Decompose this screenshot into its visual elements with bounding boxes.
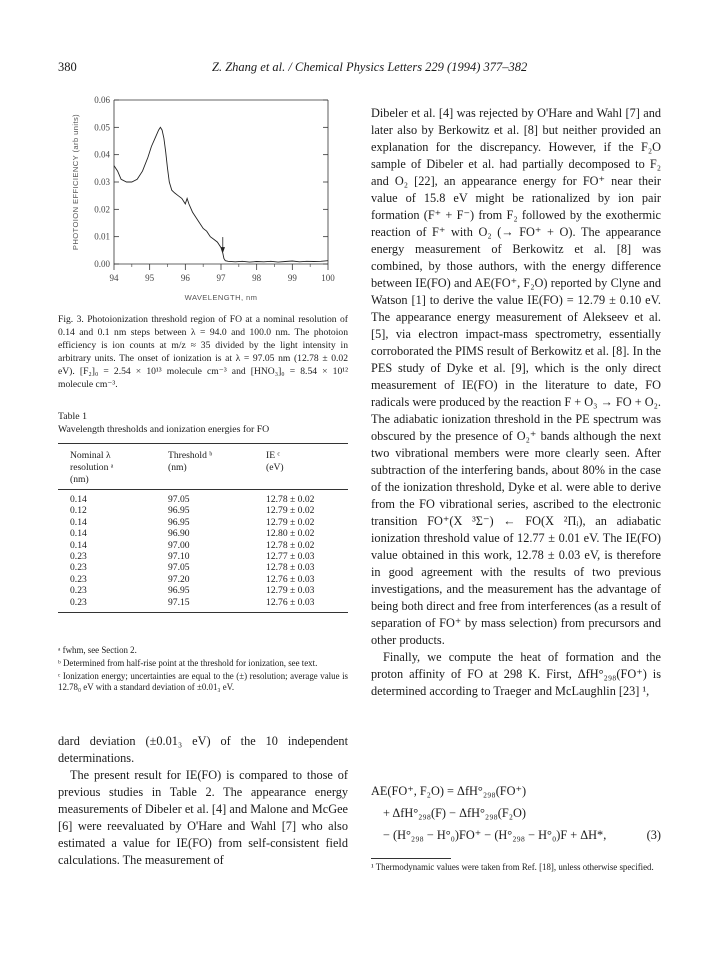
table-cell: 12.80 ± 0.02 — [266, 528, 315, 540]
paragraph: Dibeler et al. [4] was rejected by O'Hare and Wahl [7] and later also by Berkowitz et al. [8] but neither provided an explanation for the discrepancy. However, if the F₂O sample of Dibeler et al. had partially decomposed to F₂ and O₂ [22], an appearance energy for FO⁺ near their value of 15.8 eV might be rationalized by ion pair formation (F⁺ + F⁻) from F₂ followed by the exothermic reaction of F⁺ with O₂ (→ FO⁺ + O). The appearance energy measurement of Berkowitz et al. [8] was combined, by those authors, with the energy difference between IE(FO) and AE(FO⁺, F₂O) reported by Clyne and Watson [1] to derive the value IE(FO) = 12.79 ± 0.10 eV. The appearance energy measurement of Alekseev et al. [5], via electron impact-mass spectrometry, essentially corroborated the PIMS result of Berkowitz et al. [8]. In the PES study of Dyke et al. [9], which is the only direct measurement of IE(FO) in the literature to date, FO radicals were produced by the reaction F + O₃ → FO + O₂. The adiabatic ionization threshold in the PE spectrum was obscured by the presence of O₂⁺ bands although the next two vibrational members were more clearly seen. After subtraction of the interfering bands, about 80% in the case of the ionization threshold, Dyke et al. were able to derive from the FO vibrational series, ascribed to the electronic transition FO⁺(X ³Σ⁻) ← FO(X ²Πᵢ), an adiabatic ionization threshold value of 12.77 ± 0.01 eV. The IE(FO) value obtained in this work, 12.78 ± 0.03 eV, is therefore in good agreement with the results of two previous investigations, and the measurement has the advantage of being both direct and free from interferences (as a result of separation of FO⁺ by mass selection) from precursors and other products. — [371, 106, 661, 647]
col-header-resolution — [58, 444, 168, 490]
y-axis-label: PHOTOION EFFICIENCY (arb units) — [71, 113, 80, 251]
table-cell: 12.78 ± 0.02 — [266, 539, 315, 551]
x-tick-label: 94 — [109, 273, 119, 283]
table-cell: 0.14 — [70, 539, 87, 551]
table-cell: 0.23 — [70, 562, 87, 574]
table-note-b: ᵇ Determined from half-rise point at the threshold for ionization, see text. — [58, 657, 318, 668]
paragraph: dard deviation (±0.01₃ eV) of the 10 independent determinations. — [58, 734, 348, 765]
table-note-c: ᶜ Ionization energy; uncertainties are equal to the (±) resolution; average value is 12.78₀ eV with a standard deviation of ±0.01₃ eV. — [58, 670, 348, 693]
table-cell: 0.23 — [70, 551, 87, 563]
table-cell: 12.76 ± 0.03 — [266, 573, 315, 585]
y-tick-label: 0.04 — [94, 149, 110, 160]
header-line: (nm) — [70, 474, 89, 485]
table-1 — [58, 410, 348, 613]
table-note-a: ᵃ fwhm, see Section 2. — [58, 645, 137, 655]
y-tick-label: 0.02 — [94, 204, 110, 215]
x-axis-label: WAVELENGTH, nm — [184, 293, 258, 302]
equation-line: AE(FO⁺, F₂O) = ΔfH°₂₉₈(FO⁺) — [371, 784, 527, 798]
table-cell: 12.79 ± 0.02 — [266, 516, 315, 528]
table-cell: 0.23 — [70, 585, 87, 597]
table-cell: 97.20 — [168, 573, 190, 585]
y-tick-label: 0.00 — [94, 259, 110, 269]
table-cell: 96.95 — [168, 585, 190, 597]
chart-series — [114, 127, 328, 262]
table-cell: 97.10 — [168, 551, 190, 563]
footnote-rule — [371, 858, 451, 859]
chart-svg — [58, 92, 348, 307]
table-cell: 97.05 — [168, 490, 266, 506]
table-row — [58, 551, 348, 562]
left-column-body — [58, 733, 348, 869]
x-tick-label: 95 — [145, 273, 155, 283]
x-tick-label: 96 — [180, 273, 190, 283]
page-number: 380 — [58, 60, 77, 74]
footnote: ¹ Thermodynamic values were taken from Ref. [18], unless otherwise specified. — [371, 862, 654, 872]
table-cell: 97.05 — [168, 562, 190, 574]
table-cell: 0.12 — [70, 505, 87, 517]
chart-ticks — [94, 95, 335, 283]
table-cell: 12.78 ± 0.03 — [266, 562, 315, 574]
table-row — [58, 528, 348, 539]
x-tick-label: 98 — [252, 273, 262, 283]
x-tick-label: 99 — [287, 273, 297, 283]
table-row — [58, 490, 348, 506]
table-row — [58, 517, 348, 528]
running-head: Z. Zhang et al. / Chemical Physics Letters 229 (1994) 377–382 — [212, 60, 528, 74]
table-cell: 0.14 — [70, 528, 87, 540]
table-row — [58, 585, 348, 596]
equation-number: (3) — [646, 828, 661, 842]
data-line — [114, 127, 328, 262]
table-title: Table 1 — [58, 411, 87, 422]
y-tick-label: 0.06 — [94, 95, 110, 105]
col-header-threshold — [168, 444, 266, 490]
chart-frame — [114, 100, 328, 264]
paragraph: Finally, we compute the heat of formation and the proton affinity of FO at 298 K. First, ΔfH°₂₉₈(FO⁺) is determined according to Traeger and McLaughlin [23] ¹, — [371, 650, 661, 698]
table-body — [58, 490, 348, 613]
table-row — [58, 562, 348, 573]
y-tick-label: 0.05 — [94, 122, 110, 133]
header-line: IE ᶜ — [266, 450, 280, 461]
figure-3-chart — [58, 92, 348, 307]
x-tick-label: 100 — [321, 273, 335, 283]
header-line: Threshold ᵇ — [168, 450, 213, 461]
equation-3 — [371, 780, 661, 846]
table-cell: 0.23 — [58, 597, 168, 613]
col-header-ie — [266, 444, 348, 490]
table-row — [58, 597, 348, 613]
right-column-body — [371, 105, 661, 700]
y-tick-label: 0.01 — [94, 231, 110, 242]
table-header-row — [58, 444, 348, 490]
table-subtitle: Wavelength thresholds and ionization energies for FO — [58, 424, 270, 435]
paragraph: The present result for IE(FO) is compared to those of previous studies in Table 2. The appearance energy measurements of Dibeler et al. [4] and Malone and McGee [6] were reevaluated by O'Hare and Wahl [7] who also estimated a value for IE(FO) from self-consistent field calculations. The measurement of — [58, 768, 348, 867]
header-line: (nm) — [168, 462, 187, 473]
header-line: Nominal λ — [70, 450, 111, 461]
equation-line: − (H°₂₉₈ − H°₀)FO⁺ − (H°₂₉₈ − H°₀)F + ΔH*, — [383, 828, 607, 842]
figure-caption — [58, 313, 348, 392]
x-tick-label: 97 — [216, 273, 226, 283]
table-cell: 0.14 — [70, 516, 87, 528]
table-notes — [58, 645, 348, 695]
table-cell: 96.95 — [168, 505, 190, 517]
table-cell: 12.77 ± 0.03 — [266, 551, 315, 563]
table-cell: 12.76 ± 0.03 — [266, 597, 348, 613]
table-cell: 97.15 — [168, 597, 266, 613]
table-cell: 0.14 — [58, 490, 168, 506]
table-cell: 12.79 ± 0.02 — [266, 505, 315, 517]
table-cell: 96.90 — [168, 528, 190, 540]
equation-line: + ΔfH°₂₉₈(F) − ΔfH°₂₉₈(F₂O) — [383, 806, 526, 820]
onset-arrow-head — [221, 247, 225, 253]
table-cell: 97.00 — [168, 539, 190, 551]
y-tick-label: 0.03 — [94, 177, 110, 187]
figure-caption-text: Fig. 3. Photoionization threshold region of FO at a nominal resolution of 0.14 and 0.1 nm steps between λ = 94.0 and 100.0 nm. The photoion efficiency is ion counts at m/z ≈ 35 divided by the light intensity in arbitrary units. The onset of ionization is at λ = 97.05 nm (12.78 ± 0.02 eV). [F₂]₀ = 2.54 × 10¹³ molecule cm⁻³ and [HNO₃]₀ = 8.54 × 10¹² molecule cm⁻³. — [58, 314, 348, 391]
table-row — [58, 540, 348, 551]
table-cell: 12.79 ± 0.03 — [266, 585, 315, 597]
table-cell: 0.23 — [70, 573, 87, 585]
header-line: resolution ᵃ — [70, 462, 114, 473]
table-row — [58, 574, 348, 585]
table-cell: 12.78 ± 0.02 — [266, 490, 348, 506]
data-table — [58, 443, 348, 613]
header-line: (eV) — [266, 462, 284, 473]
table-row — [58, 505, 348, 516]
table-cell: 96.95 — [168, 516, 190, 528]
